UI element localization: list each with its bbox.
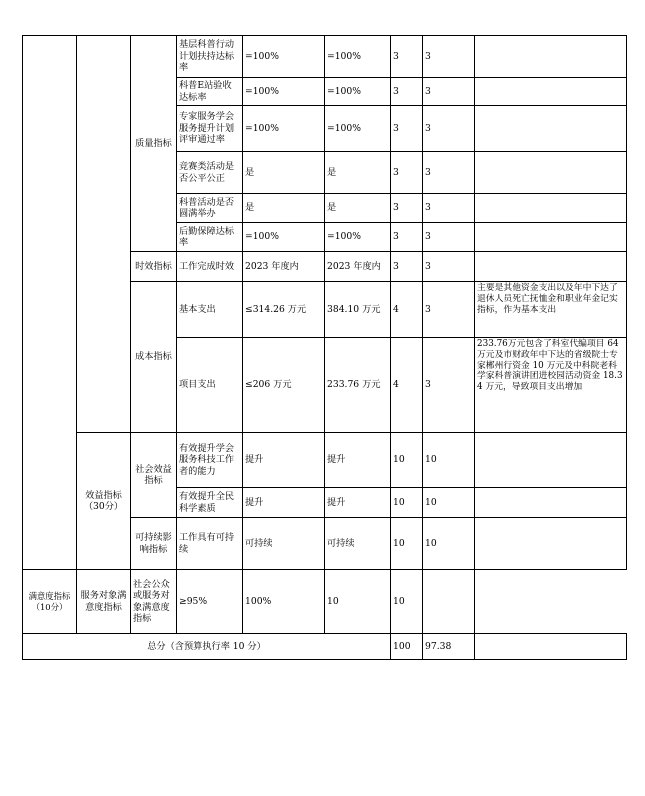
target-cell: ≥95% [177,570,243,634]
target-cell: =100% [243,78,325,106]
note-cell: 233.76万元包含了科室代编项目 64 万元及市财政年中下达的省级院士专家郴州行资金 10 万元及中科院老科学家科普演讲团进校园活动资金 18.34 万元，导致项目支出增加 [475,338,627,433]
table-row [23,433,627,488]
weight-cell: 4 [391,282,423,338]
note-cell [423,570,475,634]
category-cell: 时效指标 [131,252,177,282]
note-cell [475,223,627,252]
indicator-cell: 项目支出 [177,338,243,433]
weight-cell: 10 [325,570,391,634]
indicator-cell: 有效提升学会服务科技工作者的能力 [177,433,243,488]
weight-cell: 3 [391,36,423,78]
score-cell: 10 [391,570,423,634]
group-cell: 效益指标（30分） [77,433,131,570]
note-cell [475,518,627,570]
target-cell: 可持续 [243,518,325,570]
actual-cell: 2023 年度内 [325,252,391,282]
category-cell: 服务对象满意度指标 [77,570,131,634]
note-cell [475,78,627,106]
category-cell: 成本指标 [131,282,177,433]
category-cell: 可持续影响指标 [131,518,177,570]
target-cell: 提升 [243,488,325,518]
total-weight: 100 [391,634,423,660]
indicator-cell: 有效提升全民科学素质 [177,488,243,518]
indicator-cell: 工作具有可持续 [177,518,243,570]
score-cell: 10 [423,433,475,488]
indicator-cell: 基本支出 [177,282,243,338]
blank-cell [475,634,627,660]
note-cell [475,488,627,518]
score-cell: 3 [423,152,475,194]
target-cell: =100% [243,106,325,152]
category-cell: 社会效益指标 [131,433,177,518]
weight-cell: 4 [391,338,423,433]
score-cell: 3 [423,252,475,282]
score-cell: 10 [423,488,475,518]
indicator-cell: 专家服务学会服务提升计划评审通过率 [177,106,243,152]
target-cell: 是 [243,194,325,223]
target-cell: =100% [243,223,325,252]
actual-cell: 384.10 万元 [325,282,391,338]
note-cell [475,36,627,78]
score-cell: 3 [423,194,475,223]
blank-cell [77,36,131,433]
indicator-cell: 基层科普行动计划扶持达标率 [177,36,243,78]
weight-cell: 3 [391,78,423,106]
score-cell: 3 [423,338,475,433]
indicator-cell: 科普E站验收达标率 [177,78,243,106]
note-cell [475,194,627,223]
actual-cell: =100% [325,106,391,152]
target-cell: ≤206 万元 [243,338,325,433]
target-cell: 是 [243,152,325,194]
actual-cell: 提升 [325,433,391,488]
actual-cell: =100% [325,223,391,252]
score-cell: 10 [423,518,475,570]
note-cell: 主要是其他资金支出以及年中下达了退休人员死亡抚恤金和职业年金记实指标，作为基本支出 [475,282,627,338]
weight-cell: 3 [391,152,423,194]
indicator-cell: 后勤保障达标率 [177,223,243,252]
indicator-cell: 竞赛类活动是否公平公正 [177,152,243,194]
actual-cell: =100% [325,36,391,78]
weight-cell: 10 [391,518,423,570]
target-cell: ≤314.26 万元 [243,282,325,338]
target-cell: =100% [243,36,325,78]
weight-cell: 3 [391,223,423,252]
indicator-cell: 社会公众或服务对象满意度指标 [131,570,177,634]
weight-cell: 10 [391,488,423,518]
note-cell [475,152,627,194]
target-cell: 2023 年度内 [243,252,325,282]
actual-cell: =100% [325,78,391,106]
weight-cell: 3 [391,106,423,152]
indicator-cell: 工作完成时效 [177,252,243,282]
actual-cell: 是 [325,152,391,194]
performance-evaluation-table [22,35,627,660]
category-cell: 质量指标 [131,36,177,252]
total-row [23,634,627,660]
weight-cell: 10 [391,433,423,488]
table-row [23,570,627,634]
total-label: 总分（含预算执行率 10 分） [23,634,391,660]
total-score: 97.38 [423,634,475,660]
weight-cell: 3 [391,252,423,282]
table-row [23,36,627,78]
target-cell: 提升 [243,433,325,488]
score-cell: 3 [423,282,475,338]
note-cell [475,433,627,488]
actual-cell: 100% [243,570,325,634]
score-cell: 3 [423,36,475,78]
note-cell [475,106,627,152]
actual-cell: 提升 [325,488,391,518]
actual-cell: 233.76 万元 [325,338,391,433]
score-cell: 3 [423,223,475,252]
indicator-cell: 科普活动是否圆满举办 [177,194,243,223]
actual-cell: 是 [325,194,391,223]
actual-cell: 可持续 [325,518,391,570]
weight-cell: 3 [391,194,423,223]
group-cell: 满意度指标（10分） [23,570,77,634]
score-cell: 3 [423,106,475,152]
blank-cell [23,36,77,570]
score-cell: 3 [423,78,475,106]
note-cell [475,252,627,282]
